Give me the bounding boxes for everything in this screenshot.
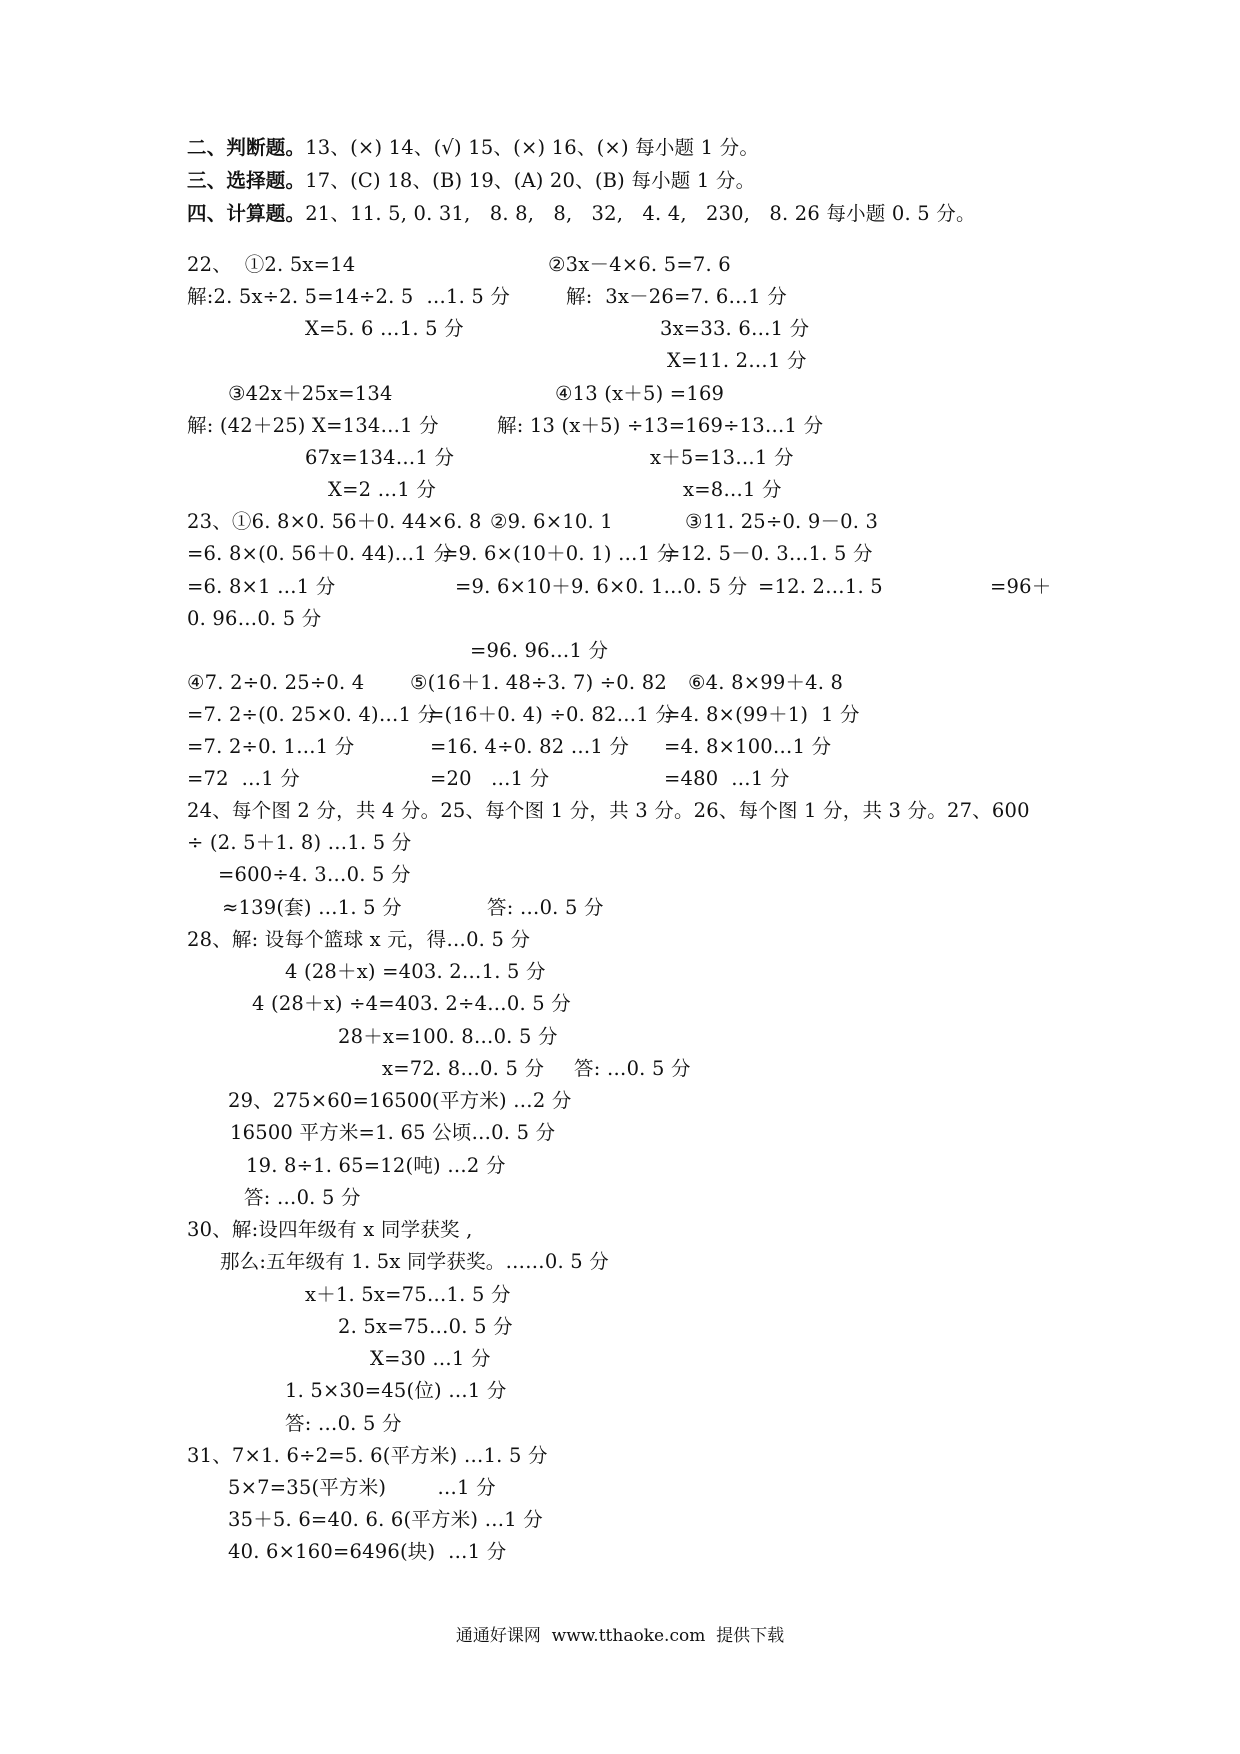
- calc-line: [187, 200, 976, 228]
- answer-line: =20 …1 分: [430, 767, 550, 790]
- answer-line: 2. 5x=75…0. 5 分: [338, 1315, 513, 1338]
- answer-line: =72 …1 分: [187, 767, 300, 790]
- answer-line: =96＋: [990, 575, 1052, 598]
- footer-watermark: 通通好课网 www.tthaoke.com 提供下载: [455, 1626, 785, 1646]
- answer-line: =4. 8×(99＋1) 1 分: [664, 703, 860, 726]
- answer-line: =12. 5－0. 3…1. 5 分: [664, 542, 873, 565]
- judge-answers: 13、(×) 14、(√) 15、(×) 16、(×) 每小题 1 分。: [305, 136, 760, 159]
- answer-line: ②3x－4×6. 5=7. 6: [548, 253, 731, 276]
- answer-line: ③42x＋25x=134: [228, 382, 393, 405]
- answer-line: 5×7=35(平方米) …1 分: [228, 1476, 496, 1499]
- answer-line: 29、275×60=16500(平方米) …2 分: [228, 1089, 572, 1112]
- answer-line: 答: …0. 5 分: [574, 1057, 691, 1080]
- judge-heading: 二、判断题。: [187, 136, 306, 159]
- answer-line: ④13 (x＋5) =169: [555, 382, 725, 405]
- answer-line: ≈139(套) …1. 5 分: [222, 896, 402, 919]
- answer-line: 1. 5×30=45(位) …1 分: [285, 1379, 507, 1402]
- answer-line: 解: 3x－26=7. 6…1 分: [566, 285, 787, 308]
- choice-line: [187, 167, 755, 195]
- answer-line: =480 …1 分: [664, 767, 790, 790]
- answer-line: X=30 …1 分: [370, 1347, 491, 1370]
- answer-line: =(16＋0. 4) ÷0. 82…1 分: [428, 703, 676, 726]
- answer-line: 那么:五年级有 1. 5x 同学获奖。……0. 5 分: [220, 1250, 609, 1273]
- answer-line: =9. 6×10＋9. 6×0. 1…0. 5 分: [455, 575, 748, 598]
- answer-line: =7. 2÷(0. 25×0. 4)…1 分: [187, 703, 438, 726]
- answer-line: =9. 6×(10＋0. 1) …1 分: [442, 542, 677, 565]
- answer-line: x=72. 8…0. 5 分: [382, 1057, 545, 1080]
- answer-line: =600÷4. 3…0. 5 分: [218, 863, 411, 886]
- choice-answers: 17、(C) 18、(B) 19、(A) 20、(B) 每小题 1 分。: [305, 169, 756, 192]
- answer-line: ⑥4. 8×99＋4. 8: [688, 671, 844, 694]
- answer-line: X=5. 6 …1. 5 分: [305, 317, 464, 340]
- calc-answers: 21、11. 5, 0. 31, 8. 8, 8, 32, 4. 4, 230, 8. 26 每小题 0. 5 分。: [305, 202, 976, 225]
- answer-line: 28＋x=100. 8…0. 5 分: [338, 1025, 558, 1048]
- answer-line: ⑤(16＋1. 48÷3. 7) ÷0. 82: [410, 671, 667, 694]
- answer-line: 0. 96…0. 5 分: [187, 607, 322, 630]
- answer-line: =16. 4÷0. 82 …1 分: [430, 735, 630, 758]
- answer-line: 30、解:设四年级有 x 同学获奖 ,: [187, 1218, 473, 1241]
- answer-line: =4. 8×100…1 分: [664, 735, 832, 758]
- answer-line: 解:2. 5x÷2. 5=14÷2. 5 …1. 5 分: [187, 285, 511, 308]
- calc-heading: 四、计算题。: [187, 202, 306, 225]
- answer-line: 4 (28＋x) ÷4=403. 2÷4…0. 5 分: [252, 992, 571, 1015]
- answer-line: 35＋5. 6=40. 6. 6(平方米) …1 分: [228, 1508, 544, 1531]
- answer-line: =7. 2÷0. 1…1 分: [187, 735, 355, 758]
- answer-line: X=2 …1 分: [328, 478, 437, 501]
- answer-line: 19. 8÷1. 65=12(吨) …2 分: [246, 1154, 506, 1177]
- answer-line: =96. 96…1 分: [470, 639, 609, 662]
- answer-line: =6. 8×1 …1 分: [187, 575, 336, 598]
- answer-line: x＋1. 5x=75…1. 5 分: [305, 1283, 511, 1306]
- answer-line: ②9. 6×10. 1: [490, 510, 613, 533]
- answer-line: x＋5=13…1 分: [650, 446, 794, 469]
- answer-line: 3x=33. 6…1 分: [660, 317, 810, 340]
- answer-line: 22、 ①2. 5x=14: [187, 253, 356, 276]
- answer-line: 31、7×1. 6÷2=5. 6(平方米) …1. 5 分: [187, 1444, 548, 1467]
- answer-line: ④7. 2÷0. 25÷0. 4: [187, 671, 365, 694]
- answer-line: 答: …0. 5 分: [244, 1186, 361, 1209]
- answer-line: 16500 平方米=1. 65 公顷…0. 5 分: [230, 1121, 556, 1144]
- answer-line: =6. 8×(0. 56＋0. 44)…1 分: [187, 542, 454, 565]
- judge-line: [187, 134, 759, 162]
- answer-line: 28、解: 设每个篮球 x 元，得…0. 5 分: [187, 928, 531, 951]
- answer-line: 答: …0. 5 分: [487, 896, 604, 919]
- answer-line: =12. 2…1. 5: [758, 575, 883, 598]
- answer-line: 答: …0. 5 分: [285, 1412, 402, 1435]
- answer-line: x=8…1 分: [683, 478, 782, 501]
- answer-line: ③11. 25÷0. 9－0. 3: [685, 510, 879, 533]
- answer-line: X=11. 2…1 分: [667, 349, 807, 372]
- answer-line: 24、每个图 2 分，共 4 分。25、每个图 1 分，共 3 分。26、每个图 1 分，共 3 分。27、600: [187, 799, 1030, 822]
- answer-line: 23、①6. 8×0. 56＋0. 44×6. 8: [187, 510, 482, 533]
- answer-line: 解: 13 (x＋5) ÷13=169÷13…1 分: [497, 414, 824, 437]
- answer-line: 4 (28＋x) =403. 2…1. 5 分: [285, 960, 546, 983]
- choice-heading: 三、选择题。: [187, 169, 306, 192]
- answer-line: ÷ (2. 5＋1. 8) …1. 5 分: [187, 831, 412, 854]
- answer-line: 解: (42＋25) X=134…1 分: [187, 414, 439, 437]
- answer-line: 40. 6×160=6496(块) …1 分: [228, 1540, 507, 1563]
- answer-line: 67x=134…1 分: [305, 446, 455, 469]
